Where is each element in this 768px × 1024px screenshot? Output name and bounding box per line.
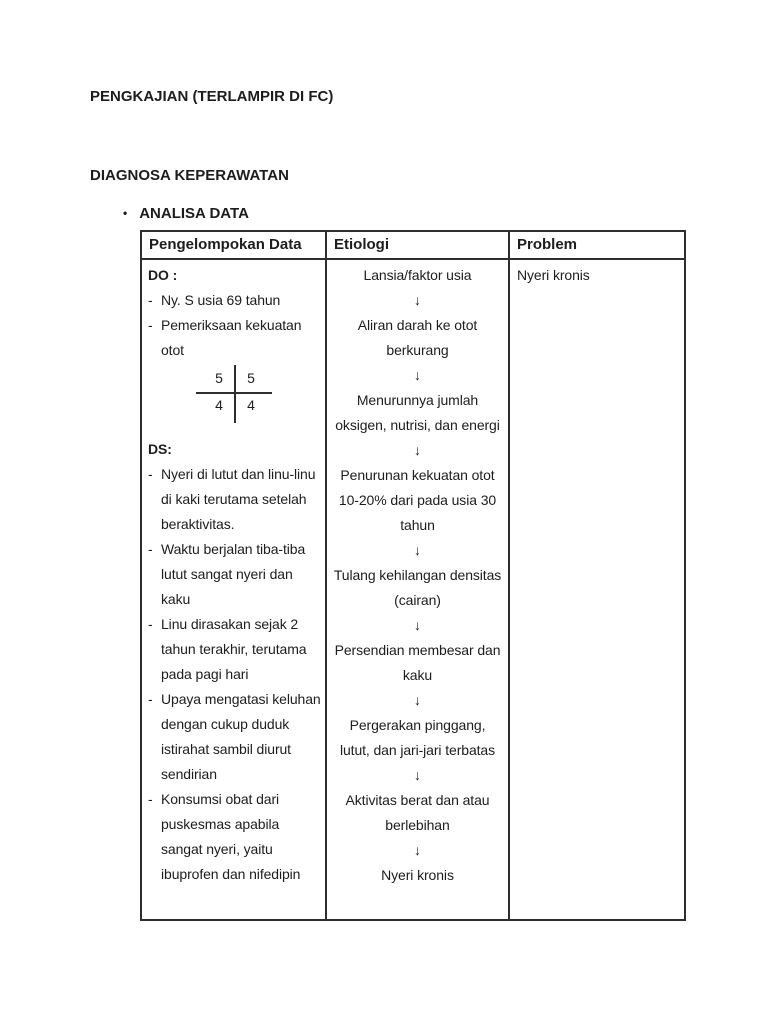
dash-marker: - [148,317,153,333]
heading-diagnosa-keperawatan: DIAGNOSA KEPERAWATAN [90,167,289,184]
down-arrow-icon: ↓ [414,292,421,308]
list-item: - Konsumsi obat dari puskesmas apabila sangat nyeri, yaitu ibuprofen dan nifedipin [148,787,323,887]
ds-label: DS: [148,441,172,457]
do-label: DO : [148,267,178,283]
list-item: - Pemeriksaan kekuatan otot [148,313,323,363]
bullet-icon: • [123,205,128,220]
cell-pengelompokan-data [142,260,327,919]
flow-stage: Tulang kehilangan densitas (cairan) [333,567,502,608]
flow-stage: Pergerakan pinggang, lutut, dan jari-jari terbatas [339,717,496,758]
flow-stage: Lansia/faktor usia [363,267,472,283]
flow-stage: Aktivitas berat dan atau berlebihan [345,792,490,833]
down-arrow-icon: ↓ [414,842,421,858]
dash-marker: - [148,292,153,308]
cell-problem [510,260,684,919]
list-item: - Nyeri di lutut dan linu-linu di kaki terutama setelah beraktivitas. [148,462,323,537]
header-pengelompokan-data: Pengelompokan Data [142,232,327,258]
heading-analisa-data: ANALISA DATA [139,205,249,222]
dash-marker: - [148,541,153,557]
flow-stage: Aliran darah ke otot berkurang [357,317,478,358]
dash-marker: - [148,791,153,807]
table-body-row [142,260,684,919]
table-header-row [142,232,684,260]
ds-items [148,462,323,887]
strength-grid [203,365,267,423]
list-item: - Ny. S usia 69 tahun [148,288,323,313]
down-arrow-icon: ↓ [414,367,421,383]
heading-pengkajian: PENGKAJIAN (TERLAMPIR DI FC) [90,88,334,105]
list-item: - Linu dirasakan sejak 2 tahun terakhir, terutama pada pagi hari [148,612,323,687]
analisa-data-table [140,230,686,921]
down-arrow-icon: ↓ [414,542,421,558]
list-item: - Waktu berjalan tiba-tiba lutut sangat nyeri dan kaku [148,537,323,612]
down-arrow-icon: ↓ [414,767,421,783]
do-items [148,288,323,363]
down-arrow-icon: ↓ [414,617,421,633]
strength-grid-horizontal-line [196,392,272,394]
down-arrow-icon: ↓ [414,692,421,708]
etiologi-flow [329,263,506,888]
strength-grid-rows: 5 5 4 4 [215,370,255,413]
flow-stage: Penurunan kekuatan otot 10-20% dari pada usia 30 tahun [338,467,497,533]
strength-grid-vertical-line [234,365,236,423]
header-problem: Problem [517,236,578,253]
flow-stage: Persendian membesar dan kaku [334,642,501,683]
flow-stage: Nyeri kronis [381,867,454,883]
dash-marker: - [148,691,153,707]
dash-marker: - [148,466,153,482]
cell-etiologi [327,260,510,919]
down-arrow-icon: ↓ [414,442,421,458]
problem-text: Nyeri kronis [517,267,590,283]
list-item: - Upaya mengatasi keluhan dengan cukup duduk istirahat sambil diurut sendirian [148,687,323,787]
header-etiologi: Etiologi [327,232,510,258]
flow-stage: Menurunnya jumlah oksigen, nutrisi, dan energi [335,392,500,433]
analisa-data-heading-row [123,205,249,222]
dash-marker: - [148,616,153,632]
